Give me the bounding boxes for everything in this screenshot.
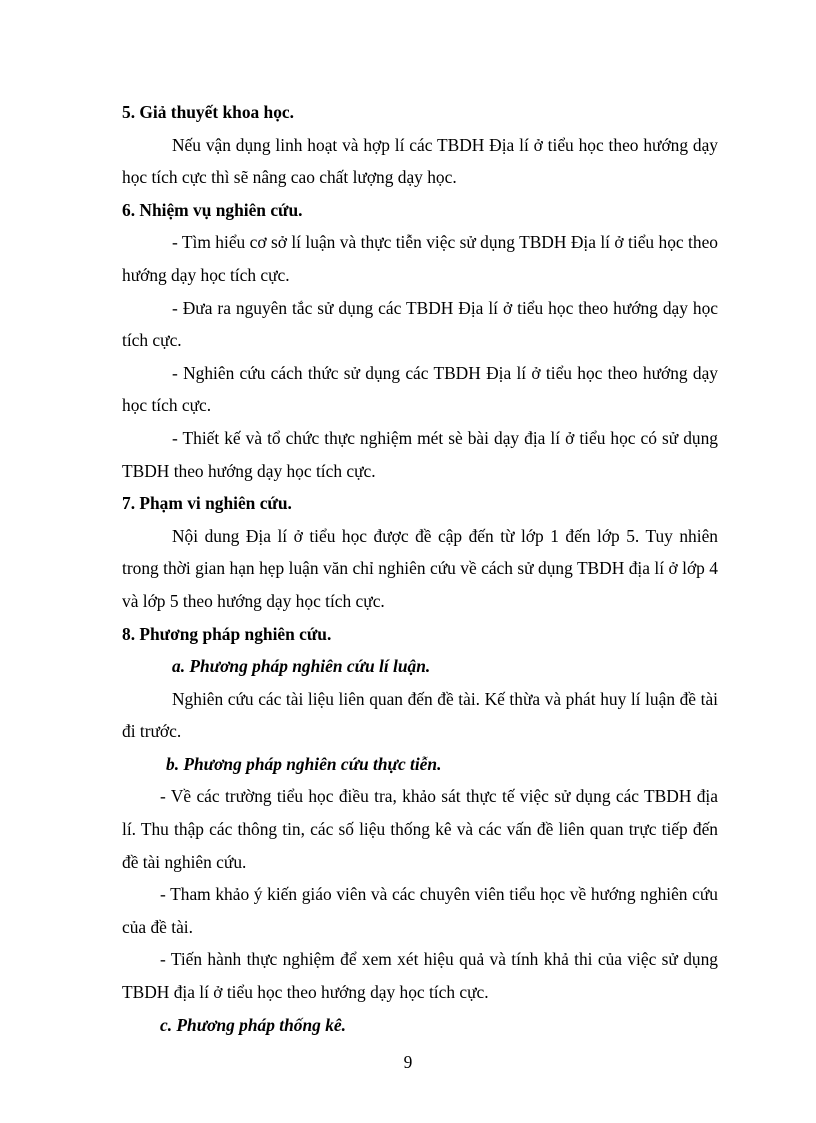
section-7-paragraph: Nội dung Địa lí ở tiểu học được đề cập đến từ lớp 1 đến lớp 5. Tuy nhiên trong thời gian hạn hẹp luận văn chỉ nghiên cứu về cách sử dụng TBDH địa lí ở lớp 4 và lớp 5 theo hướng dạy học tích cực.	[122, 525, 718, 611]
section-8-heading: 8. Phương pháp nghiên cứu.	[122, 623, 332, 644]
section-5-paragraph: Nếu vận dụng linh hoạt và hợp lí các TBDH Địa lí ở tiểu học theo hướng dạy học tích cực thì sẽ nâng cao chất lượng dạy học.	[122, 134, 718, 188]
section-6-item-4: - Thiết kế và tổ chức thực nghiệm mét sè bài dạy địa lí ở tiểu học có sử dụng TBDH theo hướng dạy học tích cực.	[122, 427, 718, 481]
section-8b-item-1: - Về các trường tiểu học điều tra, khảo sát thực tế việc sử dụng các TBDH địa lí. Thu thập các thông tin, các số liệu thống kê và các vấn đề liên quan trực tiếp đến đề tài nghiên cứu.	[122, 786, 718, 872]
section-8b-title: b. Phương pháp nghiên cứu thực tiễn.	[166, 753, 442, 774]
section-8a-title: a. Phương pháp nghiên cứu lí luận.	[172, 656, 431, 677]
section-6-item-3: - Nghiên cứu cách thức sử dụng các TBDH Địa lí ở tiểu học theo hướng dạy học tích cực.	[122, 362, 718, 416]
section-8b-item-2: - Tham khảo ý kiến giáo viên và các chuyên viên tiểu học về hướng nghiên cứu của đề tài.	[122, 884, 718, 937]
section-6-item-1: - Tìm hiểu cơ sở lí luận và thực tiễn việc sử dụng TBDH Địa lí ở tiểu học theo hướng dạy học tích cực.	[122, 232, 718, 285]
section-7-heading: 7. Phạm vi nghiên cứu.	[122, 493, 292, 514]
section-8b-item-3: - Tiến hành thực nghiệm để xem xét hiệu quả và tính khả thi của việc sử dụng TBDH địa lí ở tiểu học theo hướng dạy học tích cực.	[122, 949, 718, 1003]
section-8c-title: c. Phương pháp thống kê.	[160, 1014, 346, 1035]
section-5-heading: 5. Giả thuyết khoa học.	[122, 102, 294, 122]
page-content	[122, 96, 718, 1041]
section-6-item-2: - Đưa ra nguyên tắc sử dụng các TBDH Địa lí ở tiểu học theo hướng dạy học tích cực.	[122, 297, 718, 351]
page-number: 9	[403, 1052, 413, 1072]
section-8a-paragraph: Nghiên cứu các tài liệu liên quan đến đề tài. Kế thừa và phát huy lí luận đề tài đi trước.	[122, 688, 718, 742]
section-6-heading: 6. Nhiệm vụ nghiên cứu.	[122, 199, 303, 220]
